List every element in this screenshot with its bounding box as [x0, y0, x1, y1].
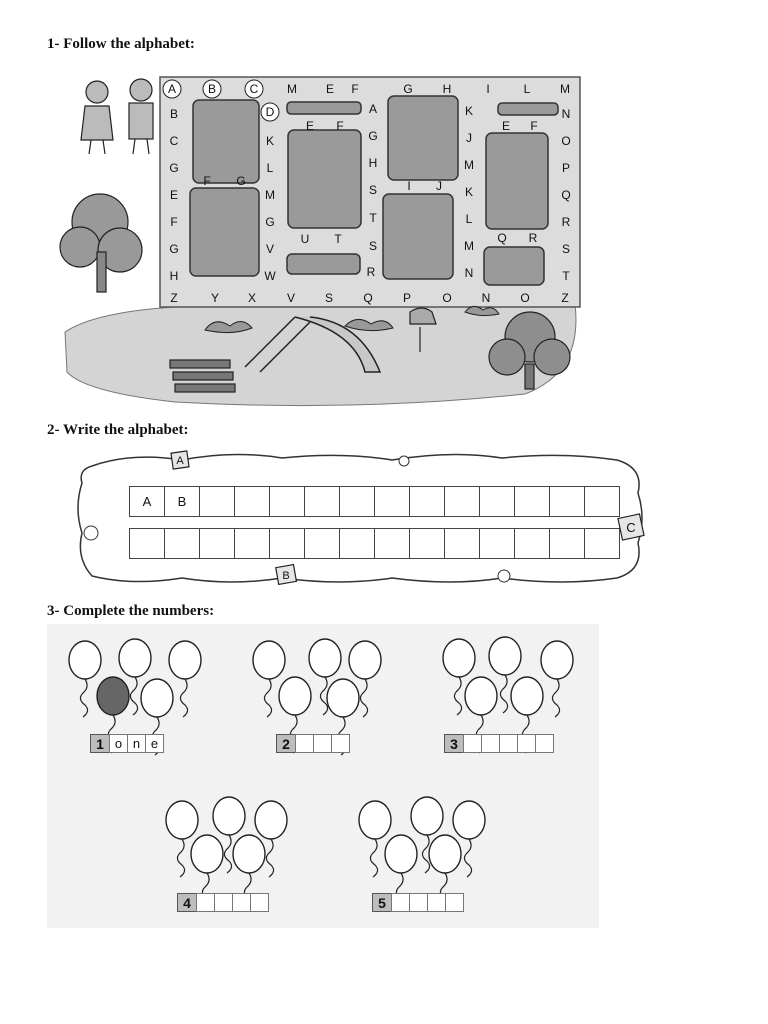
maze-letter: C: [249, 82, 259, 96]
maze-letter: S: [368, 183, 378, 197]
maze-letter: V: [265, 242, 275, 256]
grid-cell[interactable]: [199, 486, 235, 517]
maze-letter: S: [561, 242, 571, 256]
grid-cell[interactable]: [304, 486, 340, 517]
maze-letter: N: [464, 266, 474, 280]
maze-letter: G: [265, 215, 275, 229]
maze-letter: N: [481, 291, 491, 305]
grid-cell[interactable]: [199, 528, 235, 559]
grid-cell[interactable]: [514, 528, 550, 559]
number-digit: 1: [90, 734, 110, 753]
letter-box[interactable]: [232, 893, 251, 912]
maze-letter: R: [561, 215, 571, 229]
maze-letter: M: [560, 82, 570, 96]
maze-letter: F: [530, 119, 538, 133]
maze-letter: Q: [561, 188, 571, 202]
grid-cell[interactable]: [444, 486, 480, 517]
maze-letter: B: [207, 82, 217, 96]
letter-tile-a: A: [176, 455, 184, 467]
letter-box[interactable]: [517, 734, 536, 753]
grid-cell[interactable]: [374, 528, 410, 559]
maze-letter: G: [368, 129, 378, 143]
maze-letter: M: [464, 239, 474, 253]
grid-cell[interactable]: [339, 528, 375, 559]
maze-letter: T: [562, 269, 570, 283]
maze-letter: E: [305, 119, 315, 133]
grid-cell[interactable]: [549, 528, 585, 559]
grid-cell[interactable]: [164, 528, 200, 559]
letter-box[interactable]: [214, 893, 233, 912]
maze-letter: E: [169, 188, 179, 202]
grid-cell[interactable]: [479, 528, 515, 559]
section-1-title: 1- Follow the alphabet:: [47, 36, 195, 52]
grid-cell[interactable]: [584, 528, 620, 559]
grid-cell[interactable]: [129, 528, 165, 559]
maze-letter: W: [264, 269, 276, 283]
maze-letter: A: [167, 82, 177, 96]
maze-letter: L: [266, 161, 274, 175]
maze-letter: F: [351, 82, 359, 96]
number-digit: 4: [177, 893, 197, 912]
number-box-2: [276, 734, 350, 751]
maze-letter: T: [334, 232, 342, 246]
grid-cell[interactable]: [549, 486, 585, 517]
grid-cell[interactable]: [234, 486, 270, 517]
maze-letter: L: [465, 212, 473, 226]
maze-letter: G: [169, 161, 179, 175]
maze-letter: H: [442, 82, 452, 96]
maze-letter: S: [324, 291, 334, 305]
letter-box[interactable]: [391, 893, 410, 912]
letter-box[interactable]: [295, 734, 314, 753]
letter-box[interactable]: [196, 893, 215, 912]
letter-box[interactable]: [535, 734, 554, 753]
number-digit: 3: [444, 734, 464, 753]
maze-letter: K: [265, 134, 275, 148]
grid-cell[interactable]: [479, 486, 515, 517]
alphabet-maze-illustration: [55, 72, 585, 417]
maze-letter: A: [368, 102, 378, 116]
maze-letter: E: [325, 82, 335, 96]
number-digit: 5: [372, 893, 392, 912]
letter-tile-b: B: [282, 570, 290, 582]
grid-cell[interactable]: [269, 528, 305, 559]
maze-letter: R: [366, 265, 376, 279]
letter-box[interactable]: o: [109, 734, 128, 753]
letter-box[interactable]: [313, 734, 332, 753]
maze-letter: H: [368, 156, 378, 170]
letter-box[interactable]: [409, 893, 428, 912]
maze-letter: H: [169, 269, 179, 283]
maze-letter: V: [286, 291, 296, 305]
number-box-5: [372, 893, 464, 910]
maze-letter: U: [300, 232, 310, 246]
letter-box[interactable]: [445, 893, 464, 912]
grid-cell[interactable]: [374, 486, 410, 517]
maze-letter: R: [528, 231, 538, 245]
maze-letter: B: [169, 107, 179, 121]
grid-cell[interactable]: [514, 486, 550, 517]
maze-letter: F: [170, 215, 178, 229]
maze-letter: F: [203, 174, 211, 188]
letter-box[interactable]: [463, 734, 482, 753]
grid-cell[interactable]: [269, 486, 305, 517]
maze-letter: Q: [363, 291, 373, 305]
letter-tile-c: C: [626, 520, 636, 535]
maze-letter: C: [169, 134, 179, 148]
maze-letter: Z: [170, 291, 178, 305]
number-digit: 2: [276, 734, 296, 753]
letter-box[interactable]: [250, 893, 269, 912]
letter-box[interactable]: [331, 734, 350, 753]
grid-cell[interactable]: [409, 486, 445, 517]
maze-letter: P: [402, 291, 412, 305]
maze-letter: I: [486, 82, 490, 96]
maze-letter: Q: [497, 231, 507, 245]
maze-letter: L: [523, 82, 531, 96]
letter-box[interactable]: e: [145, 734, 164, 753]
maze-letter: M: [464, 158, 474, 172]
maze-letter: T: [369, 211, 377, 225]
maze-letter: Z: [561, 291, 569, 305]
maze-letter: J: [436, 179, 442, 193]
maze-letter: D: [265, 105, 275, 119]
section-2-title: 2- Write the alphabet:: [47, 422, 189, 438]
maze-letter: I: [407, 179, 411, 193]
maze-letter: S: [368, 239, 378, 253]
maze-letter: G: [236, 174, 246, 188]
letter-box[interactable]: n: [127, 734, 146, 753]
maze-letter: Y: [210, 291, 220, 305]
letter-box[interactable]: [499, 734, 518, 753]
grid-cell[interactable]: [339, 486, 375, 517]
grid-cell[interactable]: [409, 528, 445, 559]
number-box-3: [444, 734, 554, 751]
number-box-4: [177, 893, 269, 910]
alphabet-grid-row-2: [130, 528, 620, 559]
maze-letter: M: [287, 82, 297, 96]
balloons-illustration: [47, 624, 599, 928]
maze-letter: O: [561, 134, 571, 148]
maze-letter: G: [169, 242, 179, 256]
grid-cell[interactable]: [444, 528, 480, 559]
grid-cell[interactable]: [584, 486, 620, 517]
letter-box[interactable]: [427, 893, 446, 912]
grid-cell[interactable]: [304, 528, 340, 559]
grid-cell[interactable]: B: [164, 486, 200, 517]
maze-letter: P: [561, 161, 571, 175]
grid-cell[interactable]: [234, 528, 270, 559]
maze-letter: E: [501, 119, 511, 133]
cloud-frame: [72, 448, 646, 588]
grid-cell[interactable]: A: [129, 486, 165, 517]
number-box-1: [90, 734, 164, 751]
letter-box[interactable]: [481, 734, 500, 753]
maze-letter: J: [466, 131, 472, 145]
maze-letter: M: [265, 188, 275, 202]
maze-letter: N: [561, 107, 571, 121]
maze-letter: F: [336, 119, 344, 133]
section-3-title: 3- Complete the numbers:: [47, 603, 215, 619]
alphabet-grid-row-1: [130, 486, 620, 517]
maze-letter: X: [247, 291, 257, 305]
maze-letter: G: [403, 82, 413, 96]
maze-letter: K: [464, 104, 474, 118]
maze-letter: O: [520, 291, 530, 305]
maze-letter: K: [464, 185, 474, 199]
maze-letter: O: [442, 291, 452, 305]
